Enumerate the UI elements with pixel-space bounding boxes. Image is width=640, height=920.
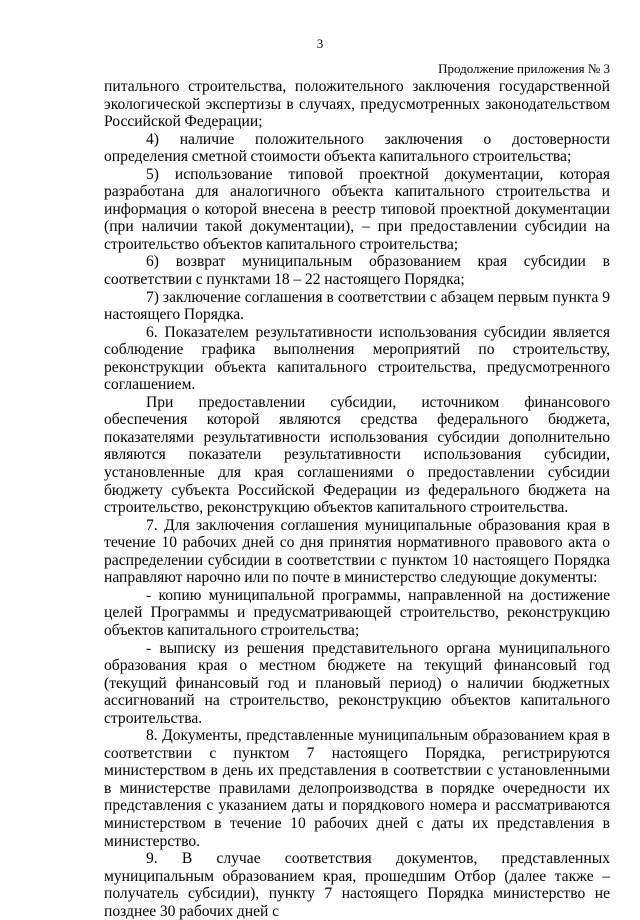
page-number: 3 — [316, 36, 324, 51]
paragraph-doc-budget-extract: - выписку из решения представительного органа муниципального образования края о местном бюджете на текущий финансовый год (текущий финансовый год и плановый период) о наличии бюджетных ассигнований на строительство, реконструкцию объектов капитального строительства. — [104, 639, 610, 727]
paragraph-item-6: 6) возврат муниципальным образованием края субсидии в соответствии с пунктами 18 – 22 настоящего Порядка; — [104, 253, 610, 289]
paragraph-clause-6: 6. Показателем результативности использования субсидии является соблюдение графика выполнения мероприятий по строительству, реконструкции объекта капитального строительства, предусмотренного соглашением. — [104, 323, 610, 394]
appendix-continuation-note: Продолжение приложения № 3 — [438, 61, 610, 76]
paragraph-continuation: питального строительства, положительного заключения государственной экологической экспертизы в случаях, предусмотренных законодательством Российской Федерации; — [104, 78, 610, 131]
paragraph-item-5: 5) использование типовой проектной документации, которая разработана для аналогичного объекта капитального строительства и информация о которой внесена в реестр типовой проектной документации (при наличии такой документации), – при предоставлении субсидии на строительство объектов капитального строительства; — [104, 165, 610, 253]
document-body — [104, 78, 610, 920]
paragraph-doc-program-copy: - копию муниципальной программы, направленной на достижение целей Программы и предусматривающей строительство, реконструкцию объектов капитального строительства; — [104, 586, 610, 639]
paragraph-clause-6-federal: При предоставлении субсидии, источником финансового обеспечения которой являются средства федерального бюджета, показателями результативности использования субсидии дополнительно являются показатели результативности использования субсидии, установленные для края соглашениями о предоставлении субсидии бюджету субъекта Российской Федерации из федерального бюджета на строительство, реконструкцию объектов капитального строительства. — [104, 393, 610, 517]
paragraph-item-7: 7) заключение соглашения в соответствии с абзацем первым пункта 9 настоящего Порядка. — [104, 288, 610, 324]
paragraph-clause-7: 7. Для заключения соглашения муниципальные образования края в течение 10 рабочих дней со дня принятия нормативного правового акта о распределении субсидии в соответствии с пунктом 10 настоящего Порядка направляют нарочно или по почте в министерство следующие документы: — [104, 516, 610, 587]
paragraph-clause-8: 8. Документы, представленные муниципальным образованием края в соответствии с пунктом 7 настоящего Порядка, регистрируются министерством в день их представления в соответствии с установленными в министерстве правилами делопроизводства в порядке очередности их представления с указанием даты и порядкового номера и рассматриваются министерством в течение 10 рабочих дней с даты их представления в министерство. — [104, 727, 610, 850]
paragraph-clause-9: 9. В случае соответствия документов, представленных муниципальным образованием края, прошедшим Отбор (далее также – получатель субсидии), пункту 7 настоящего Порядка министерство не позднее 30 рабочих дней с — [104, 850, 610, 920]
paragraph-item-4: 4) наличие положительного заключения о достоверности определения сметной стоимости объекта капитального строительства; — [104, 130, 610, 166]
